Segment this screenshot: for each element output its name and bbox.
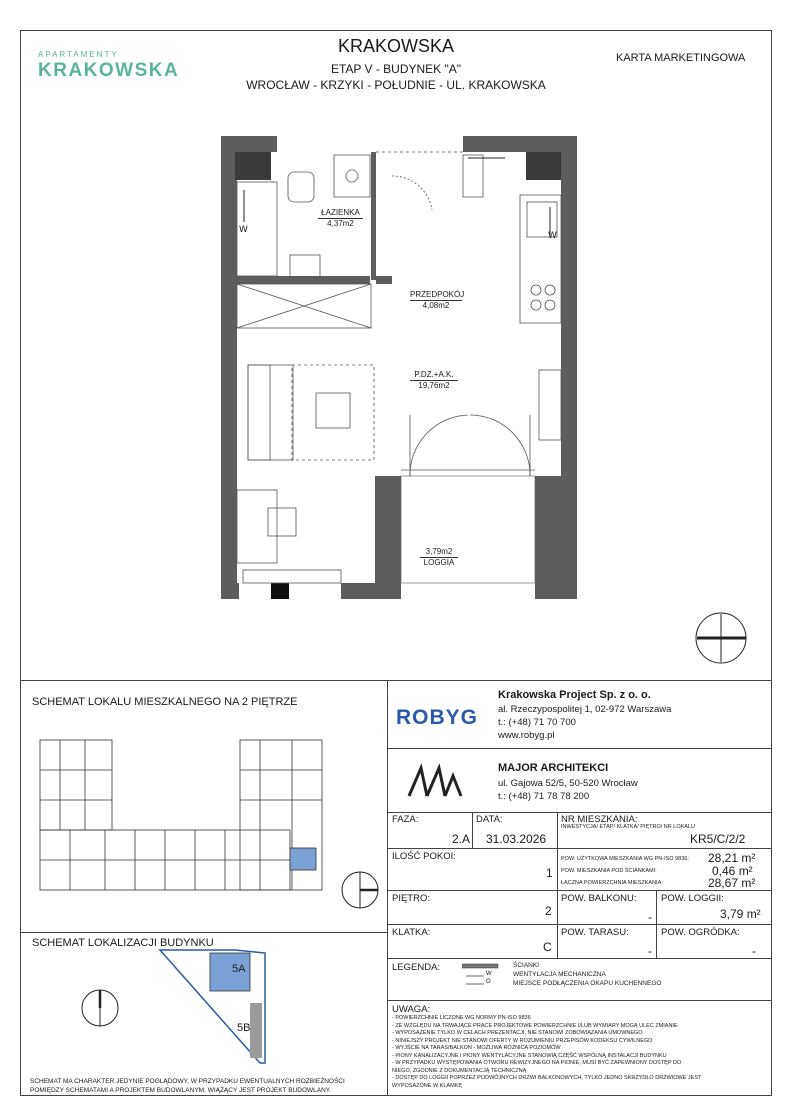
building-label-5a: 5A [232, 963, 246, 975]
note-line: - WYPOSAŻENIE TYLKO W CELACH PREZENTACJI, NIE STANOWI ZOBOWIĄZANIA UMOWNEGO [392, 1030, 643, 1036]
note-line: NIEGO, ZGODNIE Z DOKUMENTACJĄ TECHNICZNĄ [392, 1067, 527, 1074]
area1-label: POW. UŻYTKOWA MIESZKANIA WG PN-ISO 9836: [561, 856, 689, 862]
room-label-hall: PRZEDPOKÓJ 4,08m2 [410, 290, 465, 310]
note-line: - PIONY KANALIZACYJNE I PIONY WENTYLACYJNE STANOWIĄ CZĘŚĆ WSPÓLNĄ INSTALACJI BUDYNKU [392, 1052, 667, 1059]
area2-value: 0,46 m² [712, 864, 753, 878]
architect-name: MAJOR ARCHITEKCI [498, 762, 609, 774]
developer-website[interactable]: www.robyg.pl [498, 730, 555, 741]
room-label-living: P.DZ.+A.K. 19,76m2 [410, 370, 458, 391]
legend-item-hood: MIEJSCE PODŁĄCZENIA OKAPU KUCHENNEGO [513, 980, 662, 987]
klatka-value: C [543, 940, 552, 954]
north-arrow-icon [696, 613, 746, 663]
room-label-bathroom: ŁAZIENKA 4,37m2 [318, 208, 363, 229]
svg-text:W: W [239, 225, 248, 235]
notes-title: UWAGA: [392, 1004, 431, 1015]
divider-line [656, 890, 657, 958]
divider-line [387, 1000, 772, 1001]
divider-line [387, 748, 772, 749]
architect-phone: t.: (+48) 71 78 78 200 [498, 791, 590, 802]
taras-label: POW. TARASU: [561, 927, 629, 938]
divider-line [387, 890, 772, 891]
vent-mark-o: O [486, 979, 491, 985]
note-line: - POWIERZCHNIE LICZONE WG NORMY PN-ISO 9836 [392, 1015, 531, 1021]
developer-name: Krakowska Project Sp. z o. o. [498, 689, 651, 701]
nr-label: NR MIESZKANIA: [561, 814, 638, 825]
divider-line [472, 812, 473, 848]
note-line: - ZE WZGLĘDU NA TRWAJĄCE PRACE PROJEKTOWE POWIERZCHNIE I/LUB WYMIARY MOGĄ ULEC ZMIANIE [392, 1022, 678, 1029]
divider-line [387, 848, 772, 849]
taras-value: - [648, 944, 652, 958]
pokoje-label: ILOŚĆ POKOI: [392, 851, 456, 862]
vent-mark-w: W [486, 971, 492, 977]
building-schema-title: SCHEMAT LOKALIZACJI BUDYNKU [32, 937, 214, 949]
floor-schema-title: SCHEMAT LOKALU MIESZKALNEGO NA 2 PIĘTRZE [32, 696, 298, 708]
divider-line [387, 924, 772, 925]
legend-item-vent: WENTYLACJA MECHANICZNA [513, 971, 606, 978]
brand-logo: KRAKOWSKA [38, 60, 180, 81]
column-divider [387, 680, 388, 1096]
nr-value: KR5/C/2/2 [690, 832, 746, 846]
legend-item-walls: ŚCIANKI [513, 962, 540, 969]
ogrodek-label: POW. OGRÓDKA: [661, 927, 740, 938]
section-divider [20, 680, 772, 681]
note-line: WYPOSAŻONE W KLAMKĘ [392, 1082, 462, 1089]
area1-value: 28,21 m² [708, 851, 756, 865]
data-label: DATA: [476, 814, 503, 825]
pietro-value: 2 [545, 904, 552, 918]
divider-line [557, 812, 558, 958]
architect-address: ul. Gajowa 52/5, 50-520 Wrocław [498, 778, 638, 789]
location-subtitle: WROCŁAW - KRZYKI - POŁUDNIE - UL. KRAKOWSKA [246, 78, 546, 92]
developer-address: al. Rzeczypospolitej 1, 02-972 Warszawa [498, 704, 672, 715]
building-schema-map [60, 948, 290, 1068]
note-line: - DOSTĘP DO LOGGII POPRZEZ PODWÓJNYCH DRZWI BALKONOWYCH, TYLKO JEDNO SKRZYDŁO DRZWIOWE JEST [392, 1075, 702, 1081]
developer-phone: t.: (+48) 71 70 700 [498, 717, 576, 728]
legend-symbols [462, 962, 502, 992]
notes-list [392, 1015, 767, 1090]
note-line: - W PRZYPADKU WYSTĘPOWANIA OTWORU REWIZYJNEGO NA PIONIE, MUSI BYĆ ZAPEWNIONY DOSTĘP DO [392, 1060, 682, 1066]
plan-marks [239, 158, 557, 241]
balkon-label: POW. BALKONU: [561, 893, 637, 904]
divider-line [20, 932, 387, 933]
area3-value: 28,67 m² [708, 876, 756, 890]
pokoje-value: 1 [546, 866, 553, 880]
page-title: KRAKOWSKA [337, 36, 455, 56]
pietro-label: PIĘTRO: [392, 893, 431, 904]
developer-logo: ROBYG [396, 706, 479, 729]
nr-sublabel: INWESTYCJA/ ETAP/ KLATKA/ PIĘTRO/ NR LOKALU [561, 824, 695, 830]
balkon-value: - [648, 910, 652, 924]
plan-walls [221, 136, 577, 599]
loggia-area-label: POW. LOGGII: [661, 893, 724, 904]
faza-value: 2.A [452, 832, 471, 846]
stage-subtitle: ETAP V - BUDYNEK "A" [330, 62, 462, 76]
architect-logo-icon [405, 760, 465, 800]
brand-tagline: APARTAMENTY [38, 50, 119, 59]
divider-line [387, 958, 772, 959]
divider-line [387, 812, 772, 813]
document-type: KARTA MARKETINGOWA [616, 52, 746, 64]
ogrodek-value: - [752, 944, 756, 958]
loggia-area-value: 3,79 m² [720, 907, 761, 921]
disclaimer-text: SCHEMAT MA CHARAKTER JEDYNIE POGLĄDOWY, W PRZYPADKU EWENTUALNYCH ROZBIEŻNOŚCI POMIĘDZY SCHEMATAMI A PROJEKTEM BUDOWLANYM, WIĄŻĄCY JEST PROJEKT BUDOWLANY. [30, 1078, 345, 1094]
data-value: 31.03.2026 [486, 832, 547, 846]
note-line: - WYJŚCIE NA TARAS/BALKON - MOŻLIWA RÓŻNICA POZIOMÓW [392, 1045, 561, 1051]
svg-text:W: W [548, 231, 557, 241]
floor-schema-plan [30, 730, 380, 910]
area2-label: POW. MIESZKANIA POD ŚCIANKAMI: [561, 868, 657, 874]
faza-label: FAZA: [392, 814, 419, 825]
area3-label: ŁĄCZNA POWIERZCHNIA MIESZKANIA: [561, 880, 663, 886]
note-line: - NINIEJSZY PROJEKT NIE STANOWI OFERTY W ROZUMIENIU PRZEPISÓW KODEKSU CYWILNEGO [392, 1037, 653, 1044]
legend-title: LEGENDA: [392, 962, 441, 973]
room-label-loggia: 3,79m2 LOGGIA [420, 547, 458, 568]
klatka-label: KLATKA: [392, 927, 431, 938]
building-label-5b: 5B [237, 1022, 251, 1034]
